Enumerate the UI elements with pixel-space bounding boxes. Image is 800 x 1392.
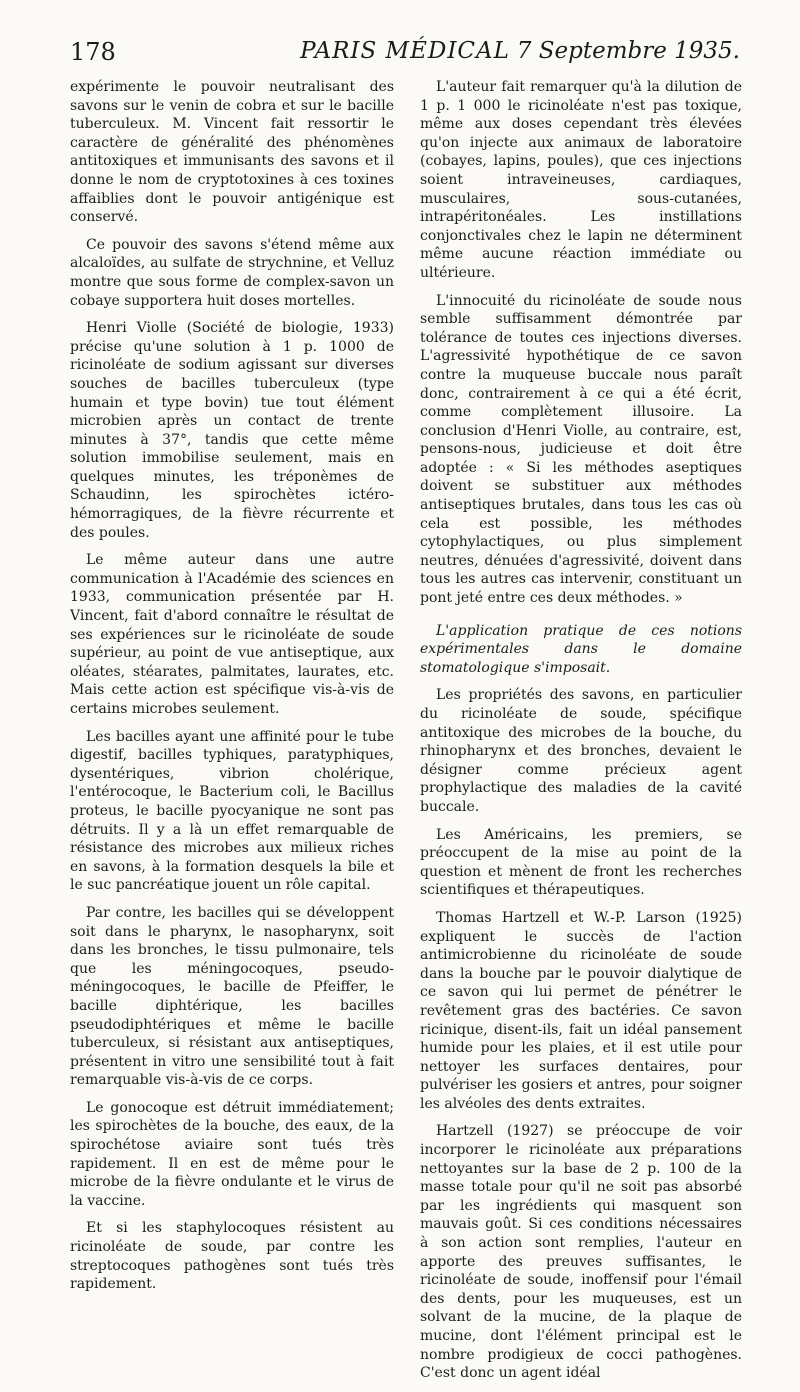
issue-date: 7 Septembre 1935. <box>516 38 740 64</box>
paragraph: Ce pouvoir des savons s'étend même aux alcaloïdes, au sulfate de strychnine, et Velluz montre que sous forme de complex-savon un cobaye supportera huit doses mortelles. <box>70 236 394 309</box>
paragraph: Le gonocoque est détruit immédiatement; les spirochètes de la bouche, des eaux, de la spirochétose aviaire sont tués très rapidement. Il en est de même pour le microbe de la fièvre ondulante et le virus de la vaccine. <box>70 1099 394 1209</box>
journal-title: PARIS MÉDICAL <box>300 38 510 64</box>
page-header <box>70 38 740 70</box>
paragraph: Et si les staphylocoques résistent au ricinoléate de soude, par contre les streptocoques pathogènes sont tués très rapidement. <box>70 1220 394 1293</box>
section-lead: L'application pratique de ces notions expérimentales dans le domaine stomatologique s'imposait. <box>420 622 742 676</box>
left-column <box>70 78 394 1303</box>
paragraph: Thomas Hartzell et W.-P. Larson (1925) expliquent le succès de l'action antimicrobienne du ricinoléate de soude dans la bouche par le pouvoir dialytique de ce savon qui lui permet de pénétrer le revêtement gras des bactéries. Ce savon ricinique, disent-ils, fait un idéal pansement humide pour les plaies, et il est utile pour nettoyer les surfaces dentaires, pour pulvériser les gosiers et antres, pour soigner les alvéoles des dents extraites. <box>420 909 742 1112</box>
paragraph: Les Américains, les premiers, se préoccupent de la mise au point de la question et mènent de front les recherches scientifiques et thérapeutiques. <box>420 826 742 899</box>
page-number: 178 <box>70 38 116 66</box>
paragraph: Henri Violle (Société de biologie, 1933) précise qu'une solution à 1 p. 1000 de ricinoléate de sodium agissant sur diverses souches de bacilles tuberculeux (type humain et type bovin) tue tout élément microbien après un contact de trente minutes à 37°, tandis que cette même solution immobilise seulement, mais en quelques minutes, les tréponèmes de Schaudinn, les spirochètes ictéro-hémorragiques, de la fièvre récurrente et des poules. <box>70 320 394 541</box>
paragraph: expérimente le pouvoir neutralisant des savons sur le venin de cobra et sur le bacille tuberculeux. M. Vincent fait ressortir le caractère de généralité des phénomènes antitoxiques et immunisants des savons et il donne le nom de cryptotoxines à ces toxines affaiblies dont le pouvoir antigénique est conservé. <box>70 79 394 226</box>
paragraph: L'innocuité du ricinoléate de soude nous semble suffisamment démontrée par tolérance de toutes ces injections diverses. L'agressivité hypothétique de ce savon contre la muqueuse buccale nous paraît donc, contrairement à ce qui a été écrit, comme complètement illusoire. La conclusion d'Henri Violle, au contraire, est, pensons-nous, judicieuse et doit être adoptée : « Si les méthodes aseptiques doivent se substituer aux méthodes antiseptiques brutales, dans tous les cas où cela est possible, les méthodes cytophylactiques, ou plus simplement neutres, dénuées d'agressivité, doivent dans tous les autres cas intervenir, constituant un pont jeté entre ces deux méthodes. » <box>420 292 742 607</box>
paragraph: L'auteur fait remarquer qu'à la dilution de 1 p. 1 000 le ricinoléate n'est pas toxique, même aux doses cependant très élevées qu'on injecte aux animaux de laboratoire (cobayes, lapins, poules), que ces injections soient intraveineuses, cardiaques, musculaires, sous-cutanées, intrapéritonéales. Les instillations conjonctivales chez le lapin ne déterminent même aucune réaction immédiate ou ultérieure. <box>420 79 742 281</box>
paragraph: Le même auteur dans une autre communication à l'Académie des sciences en 1933, communication présentée par H. Vincent, fait d'abord connaître le résultat de ses expériences sur le ricinoléate de soude supérieur, au point de vue antiseptique, aux oléates, stéarates, palmitates, laurates, etc. Mais cette action est spécifique vis-à-vis de certains microbes seulement. <box>70 552 394 717</box>
right-column <box>420 78 742 1392</box>
paragraph: Hartzell (1927) se préoccupe de voir incorporer le ricinoléate aux préparations nettoyantes sur la base de 2 p. 100 de la masse totale pour qu'il ne soit pas absorbé par les ingrédients qui masquent son mauvais goût. Si ces conditions nécessaires à son action sont remplies, l'auteur en apporte des preuves suffisantes, le ricinoléate de soude, inoffensif pour l'émail des dents, pour les muqueuses, est un solvant de la mucine, de la plaque de mucine, dont l'élément principal est le nombre prodigieux de cocci pathogènes. C'est donc un agent idéal <box>420 1123 742 1382</box>
paragraph: Les propriétés des savons, en particulier du ricinoléate de soude, spécifique antitoxique des microbes de la bouche, du rhinopharynx et des bronches, devaient le désigner comme précieux agent prophylactique des maladies de la cavité buccale. <box>420 687 742 815</box>
paragraph: Les bacilles ayant une affinité pour le tube digestif, bacilles typhiques, paratyphiques, dysentériques, vibrion cholérique, l'entérocoque, le Bacterium coli, le Bacillus proteus, le bacille pyocyanique ne sont pas détruits. Il y a là un effet remarquable de résistance des microbes aux milieux riches en savons, à la formation desquels la bile et le suc pancréatique jouent un rôle capital. <box>70 728 394 894</box>
paragraph: Par contre, les bacilles qui se développent soit dans le pharynx, le nasopharynx, soit dans les bronches, le tissu pulmonaire, tels que les méningocoques, pseudo-méningocoques, le bacille de Pfeiffer, le bacille diphtérique, les bacilles pseudodiphtériques et même le bacille tuberculeux, si résistant aux antiseptiques, présentent in vitro une sensibilité tout à fait remarquable vis-à-vis de ce corps. <box>70 904 394 1089</box>
